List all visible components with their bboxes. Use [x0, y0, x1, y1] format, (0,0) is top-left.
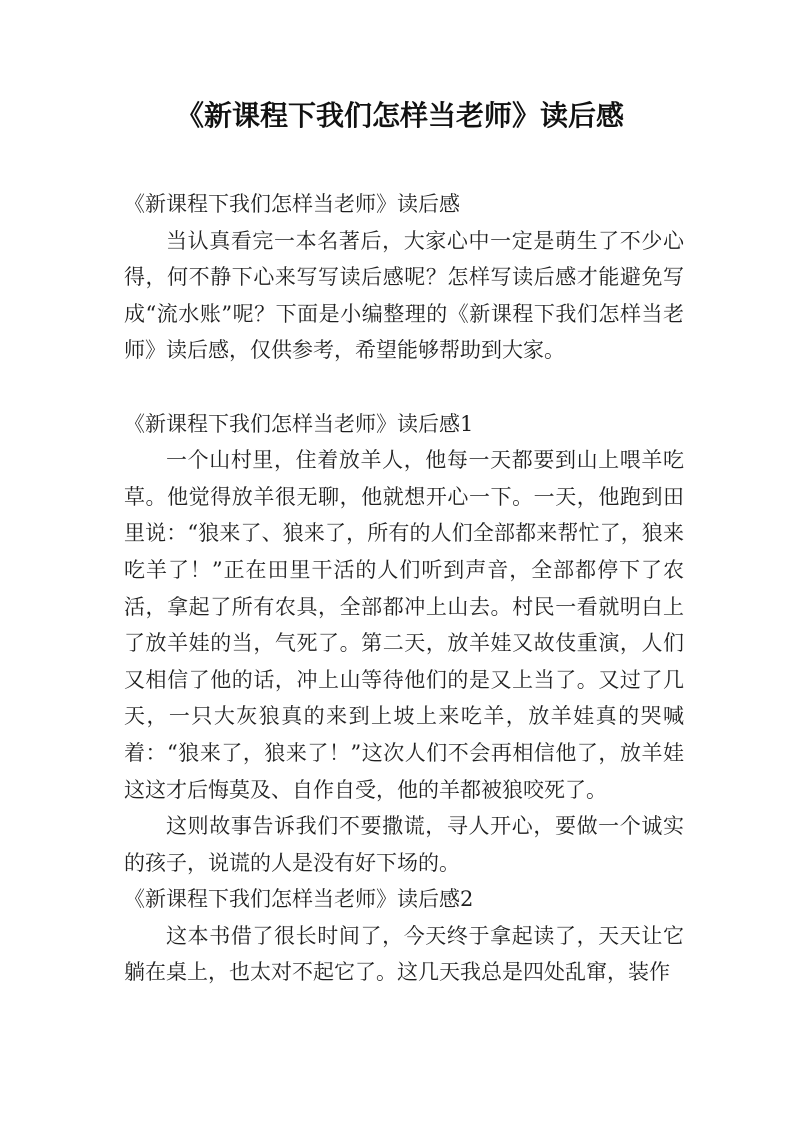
- essay-1-paragraph-2: 这则故事告诉我们不要撒谎，寻人开心，要做一个诚实的孩子，说谎的人是没有好下场的。: [124, 814, 684, 875]
- essay-1-paragraph-1: 一个山村里，住着放羊人，他每一天都要到山上喂羊吃草。他觉得放羊很无聊，他就想开心一下。一天，他跑到田里说：“狼来了、狼来了，所有的人们全部都来帮忙了，狼来吃羊了！”正在田里干活的人们听到声音，全部都停下了农活，拿起了所有农具，全部都冲上山去。村民一看就明白上了放羊娃的当，气死了。第二天，放羊娃又故伎重演，人们又相信了他的话，冲上山等待他们的是又上当了。又过了几天，一只大灰狼真的来到上坡上来吃羊，放羊娃真的哭喊着：“狼来了，狼来了！”这次人们不会再相信他了，放羊娃这这才后悔莫及、自作自受，他的羊都被狼咬死了。: [124, 448, 684, 802]
- essay-2-heading: 《新课程下我们怎样当老师》读后感2: [124, 887, 474, 912]
- document-title: 《新课程下我们怎样当老师》读后感: [175, 99, 624, 132]
- intro-heading: 《新课程下我们怎样当老师》读后感: [124, 192, 460, 216]
- essay-2-paragraph-1: 这本书借了很长时间了，今天终于拿起读了，天天让它躺在桌上，也太对不起它了。这几天我总是四处乱窜，装作: [124, 923, 684, 985]
- intro-paragraph: 当认真看完一本名著后，大家心中一定是萌生了不少心得，何不静下心来写写读后感呢？怎样写读后感才能避免写成“流水账”呢？下面是小编整理的《新课程下我们怎样当老师》读后感，仅供参考，希望能够帮助到大家。: [124, 228, 684, 363]
- document-body: [124, 186, 684, 991]
- essay-1-heading: 《新课程下我们怎样当老师》读后感1: [124, 411, 474, 436]
